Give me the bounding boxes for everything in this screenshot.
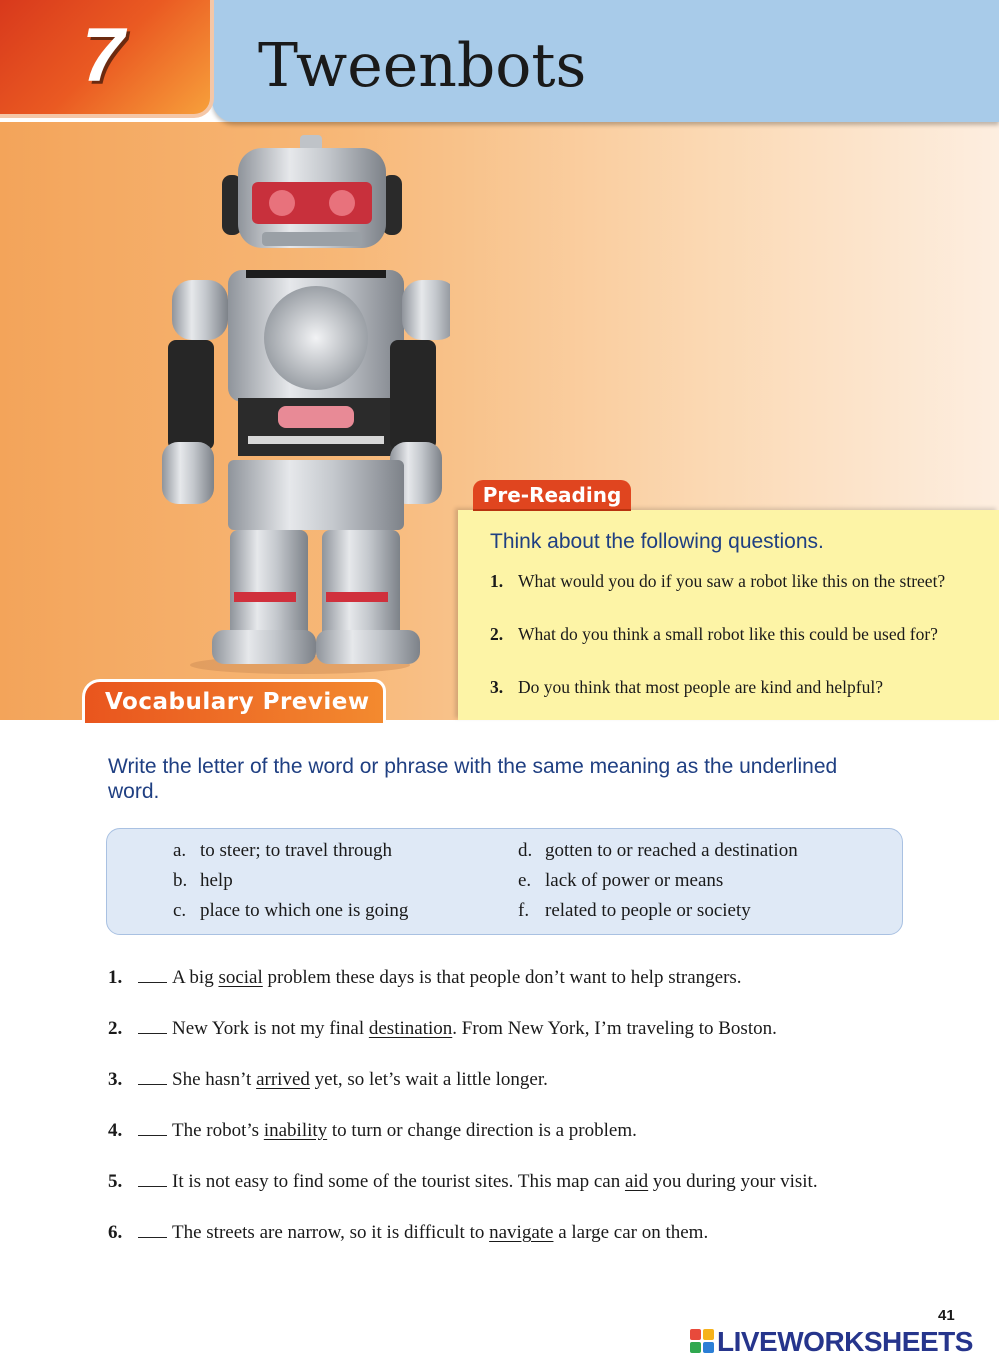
item-text: It is not easy to find some of the tourist sites. This map can [172,1171,625,1192]
exercise-item [108,1221,708,1245]
definition-text: related to people or society [545,900,751,921]
question-number: 2. [490,624,504,644]
exercise-item [108,1170,818,1194]
definition-text: lack of power or means [545,870,724,891]
item-text: . From New York, I’m traveling to Boston. [452,1018,777,1039]
definition-item [518,839,798,863]
answer-blank[interactable] [138,1068,167,1085]
liveworksheets-logo [690,1326,990,1358]
exercise-item [108,1017,777,1041]
underlined-word: social [218,967,263,988]
definition-text: to steer; to travel through [200,840,393,861]
definition-item [518,869,723,893]
underlined-word: navigate [489,1222,554,1243]
liveworksheets-wordmark: LIVEWORKSHEETS [717,1326,973,1357]
definition-item [173,839,392,863]
definition-text: place to which one is going [200,900,409,921]
answer-blank[interactable] [138,1119,167,1136]
item-text: problem these days is that people don’t want to help strangers. [262,967,742,988]
unit-number-tab [0,0,214,118]
definition-letter: b. [173,870,188,891]
item-number: 2. [108,1018,123,1039]
item-text: a large car on them. [553,1222,709,1243]
question-text: What do you think a small robot like this could be used for? [518,624,938,644]
item-text: The robot’s [172,1120,264,1141]
definition-item [173,899,408,923]
underlined-word: aid [624,1171,649,1192]
item-text: A big [172,967,219,988]
item-text: yet, so let’s wait a little longer. [309,1069,548,1090]
definition-letter: f. [518,900,530,921]
definition-item [173,869,233,893]
underlined-word: inability [263,1120,328,1141]
underlined-word: destination [368,1018,453,1039]
item-text: She hasn’t [172,1069,257,1090]
definition-letter: c. [173,900,187,921]
prereading-tab: Pre-Reading [473,480,631,511]
question-number: 3. [490,677,504,697]
answer-blank[interactable] [138,966,167,983]
item-number: 4. [108,1120,123,1141]
robot-illustration [150,130,450,675]
liveworksheets-icon [690,1329,714,1353]
answer-blank[interactable] [138,1170,167,1187]
definition-letter: e. [518,870,532,891]
item-number: 6. [108,1222,123,1243]
vocabulary-instruction: Write the letter of the word or phrase with the same meaning as the underlined word. [108,755,838,803]
definition-text: help [200,870,233,891]
prereading-question [490,623,960,646]
page-title: Tweenbots [258,31,587,101]
item-number: 5. [108,1171,123,1192]
prereading-question [490,676,960,699]
definition-letter: a. [173,840,187,861]
answer-blank[interactable] [138,1221,167,1238]
question-text: Do you think that most people are kind and helpful? [518,677,883,697]
item-text: New York is not my final [172,1018,369,1039]
exercise-item [108,1068,548,1092]
definition-text: gotten to or reached a destination [545,840,798,861]
prereading-heading: Think about the following questions. [490,530,824,553]
prereading-question [490,570,960,593]
answer-blank[interactable] [138,1017,167,1034]
page-number: 41 [938,1307,955,1324]
definition-letter: d. [518,840,533,861]
underlined-word: arrived [256,1069,310,1090]
item-number: 1. [108,967,123,988]
item-text: to turn or change direction is a problem. [327,1120,637,1141]
vocabulary-preview-tab: Vocabulary Preview [82,679,386,723]
question-text: What would you do if you saw a robot like this on the street? [518,571,946,591]
item-text: The streets are narrow, so it is difficult to [172,1222,490,1243]
item-text: you during your visit. [648,1171,818,1192]
exercise-item [108,966,742,990]
definition-item [518,899,751,923]
question-number: 1. [490,571,504,591]
unit-number: 7 [82,13,125,98]
exercise-item [108,1119,637,1143]
item-number: 3. [108,1069,123,1090]
